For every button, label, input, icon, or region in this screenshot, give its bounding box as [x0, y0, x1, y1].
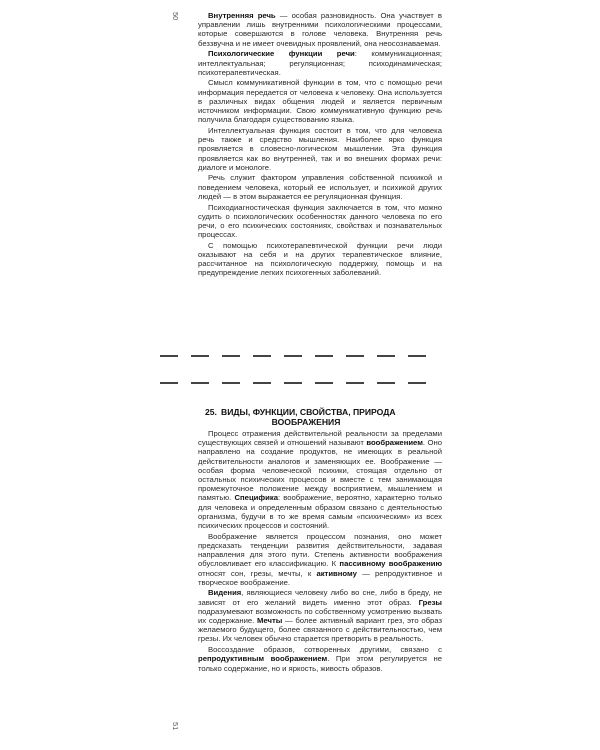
text-run: относят сон, грезы, мечты, к	[198, 568, 317, 578]
bold-term: Грезы	[418, 597, 442, 607]
page-break-dashes-1	[160, 355, 440, 357]
bold-term: Психологические функции речи	[208, 49, 355, 59]
text-run: — более активный вариант грез, это образ желаемого будущего, более связанного с действительностью, чем грезы. Их человек обычно старается претворить в реальность.	[198, 616, 442, 644]
text-run: подразумевают возможность по собственному усмотрению вызвать их содержание.	[198, 606, 442, 626]
page-break-dashes-2	[160, 382, 440, 384]
paragraph	[198, 241, 442, 278]
bold-term: Видения	[208, 588, 242, 598]
bold-term: Специфика	[234, 493, 278, 503]
paragraph	[198, 645, 442, 673]
text-run: Воображение является процессом познания, оно может предсказать тенденции развития действительности, задавая направления для этого пути. Степень активности воображения обусловливает его классификацию. К	[198, 531, 442, 569]
text-run: Воссоздание образов, сотворенных другими, связано с	[208, 645, 442, 655]
text-run: , являющиеся человеку либо во сне, либо в бреду, не зависят от его желаний видеть именно этот образ.	[198, 588, 442, 607]
section-heading	[205, 407, 445, 427]
bold-term: репродуктивным воображением	[198, 654, 328, 664]
page-number-bottom: 51	[171, 722, 180, 731]
paragraph	[198, 203, 442, 240]
bold-term: активному	[316, 568, 357, 578]
text-run: Смысл коммуникативной функции в том, что с помощью речи информация передается от человека к человеку. Она используется в различных видах общения людей и является первичным источником информации. Свою коммуникативную функцию речь получила благодаря существованию языка.	[198, 78, 442, 125]
text-run: . Оно направлено на создание продуктов, не имеющих в реальной действительности аналогов и заменяющих ее. Воображение — особая форма человеческой психики, стоящая отдельно от остальных психических процессов и вместе с тем занимающая промежуточное положение между восприятием, мышлением и памятью.	[198, 438, 442, 503]
text-run: — особая разновидность. Она участвует в управлении лишь внутренними психологическими процессами, которые совершаются в голове человека. Внутренняя речь беззвучна и не имеет очевидных проявлений, она неосознаваемая.	[198, 11, 442, 48]
text-run: Психодиагностическая функция заключается в том, что можно судить о психологических особенностях данного человека по его речи, о его психических состояниях, свойствах и познавательных процессах.	[198, 202, 442, 240]
text-run: Интеллектуальная функция состоит в том, что для человека речь также и средство мышления. Наиболее ярко функция проявляется в словесно-логическом мышлении. Эта функция проявляется как во внутренней, так и во внешних формах речи: диалоге и монологе.	[198, 125, 442, 172]
text-run: С помощью психотерапевтической функции речи люди оказывают на себя и на других терапевтическое влияние, рассчитанное на психологическую поддержку, помощь и на предупреждение легких психогенных заболеваний.	[198, 240, 442, 278]
paragraph	[198, 49, 442, 77]
text-run: Процесс отражения действительной реальности за пределами существующих связей и отношений называют	[198, 429, 442, 448]
section-title-line2: ВООБРАЖЕНИЯ	[271, 417, 341, 427]
section-number: 25.	[205, 407, 217, 417]
paragraph	[198, 429, 442, 530]
section-title-line1: ВИДЫ, ФУНКЦИИ, СВОЙСТВА, ПРИРОДА	[221, 407, 396, 417]
bold-term: воображением	[366, 438, 423, 448]
text-column-top	[198, 11, 442, 279]
text-run: — репродуктивное и творческое воображение.	[198, 568, 443, 587]
bold-term: Внутренняя речь	[208, 11, 276, 20]
text-column-bottom	[198, 429, 442, 674]
paragraph	[198, 11, 442, 48]
text-run: : коммуникационная; интеллектуальная; регуляционная; психодинамическая; психотерапевтическая.	[198, 49, 443, 77]
paragraph	[198, 126, 442, 172]
text-run: : воображение, вероятно, характерно только для человека и определенным образом связано с деятельностью организма, будучи в то же время самым «психическим» из всех психических процессов и состояний.	[198, 493, 443, 531]
paragraph	[198, 78, 442, 124]
paragraph	[198, 532, 442, 587]
text-run: . При этом регулируется не только содержание, но и яркость, живость образов.	[198, 654, 442, 673]
text-run: Речь служит фактором управления собственной психикой и поведением человека, который ее использует, и психикой других людей — в этом выражается ее регуляционная функция.	[198, 173, 442, 201]
page-number-top: 50	[171, 12, 180, 21]
paragraph	[198, 173, 442, 201]
paragraph	[198, 588, 442, 643]
bold-term: Мечты	[257, 616, 283, 626]
bold-term: пассивному воображению	[339, 559, 443, 569]
